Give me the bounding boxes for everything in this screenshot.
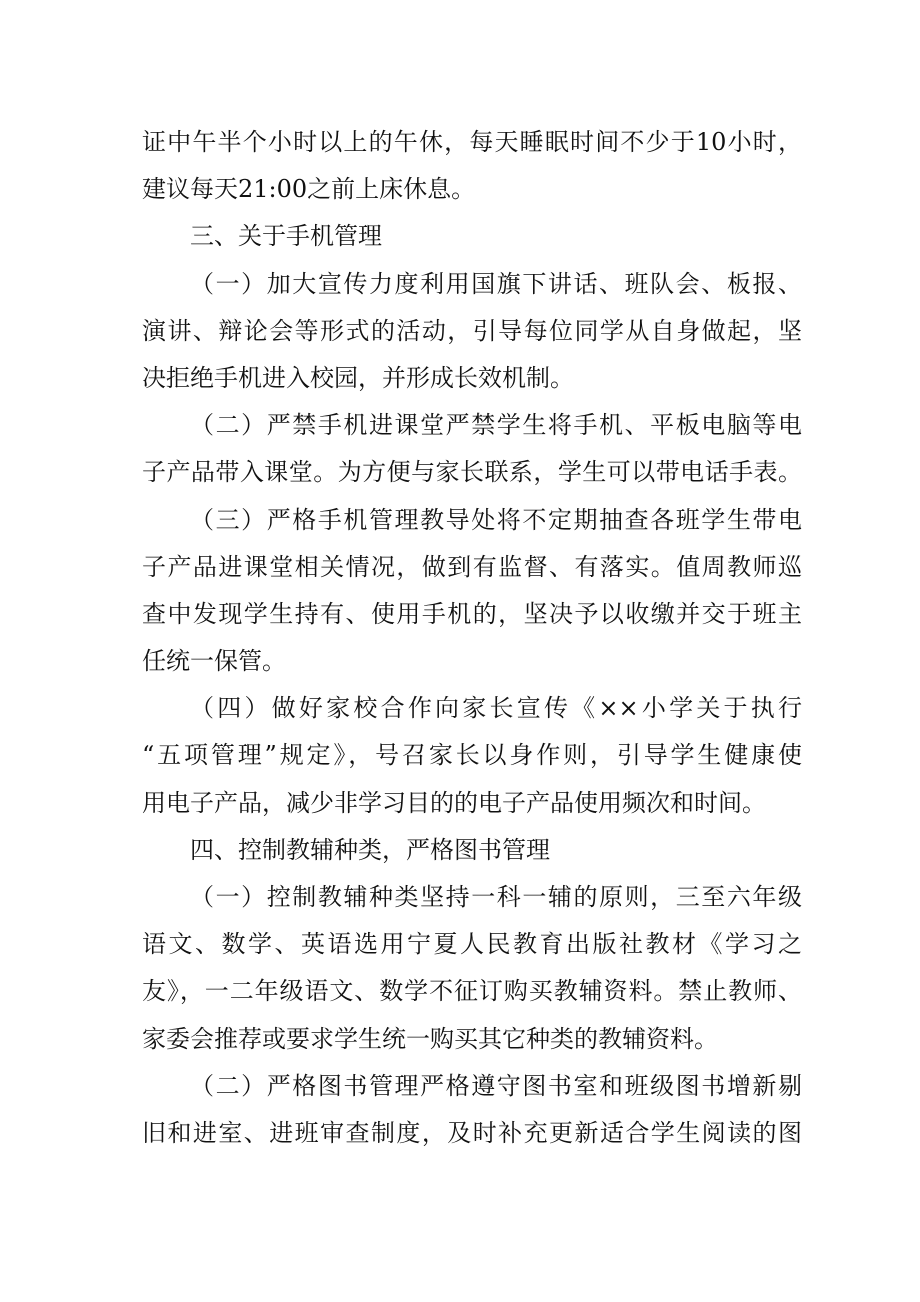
body-text: [142, 119, 802, 1157]
text-line-17: （一）控制教辅种类坚持一科一辅的原则，三至六年级: [190, 883, 802, 911]
text-line-5: 演讲、辩论会等形式的活动，引导每位同学从自身做起，坚: [142, 316, 802, 345]
text-line-22: 旧和进室、进班审查制度，及时补充更新适合学生阅读的图: [142, 1118, 802, 1147]
text-line-6: 决拒绝手机进入校园，并形成长效机制。: [142, 363, 574, 392]
text-line-15: 用电子产品，减少非学习目的的电子产品使用频次和时间。: [142, 788, 766, 817]
section-heading-3: 三、关于手机管理: [190, 222, 382, 251]
text-line-20: 家委会推荐或要求学生统一购买其它种类的教辅资料。: [142, 1024, 718, 1053]
text-line-12: 任统一保管。: [142, 647, 286, 676]
text-line-21: （二）严格图书管理严格遵守图书室和班级图书增新剔: [190, 1071, 802, 1100]
text-line-19: 友》，一二年级语文、数学不征订购买教辅资料。禁止教师、: [142, 977, 802, 1006]
text-line-14: “五项管理”规定》，号召家长以身作则，引导学生健康使: [142, 741, 802, 770]
text-line-1: 证中午半个小时以上的午休，每天睡眠时间不少于10小时，: [142, 128, 802, 156]
text-line-10: 子产品进课堂相关情况，做到有监督、有落实。值周教师巡: [142, 552, 802, 581]
text-line-13: （四）做好家校合作向家长宣传《××小学关于执行: [190, 694, 802, 723]
text-line-2: 建议每天21:00之前上床休息。: [142, 175, 476, 204]
text-line-18: 语文、数学、英语选用宁夏人民教育出版社教材《学习之: [142, 930, 802, 959]
text-line-8: 子产品带入课堂。为方便与家长联系，学生可以带电话手表。: [142, 458, 802, 487]
text-line-4: （一）加大宣传力度利用国旗下讲话、班队会、板报、: [190, 269, 802, 298]
text-line-7: （二）严禁手机进课堂严禁学生将手机、平板电脑等电: [190, 411, 802, 440]
text-line-11: 查中发现学生持有、使用手机的，坚决予以收缴并交于班主: [142, 599, 802, 628]
section-heading-4: 四、控制教辅种类，严格图书管理: [190, 835, 550, 864]
text-line-9: （三）严格手机管理教导处将不定期抽查各班学生带电: [190, 505, 802, 534]
